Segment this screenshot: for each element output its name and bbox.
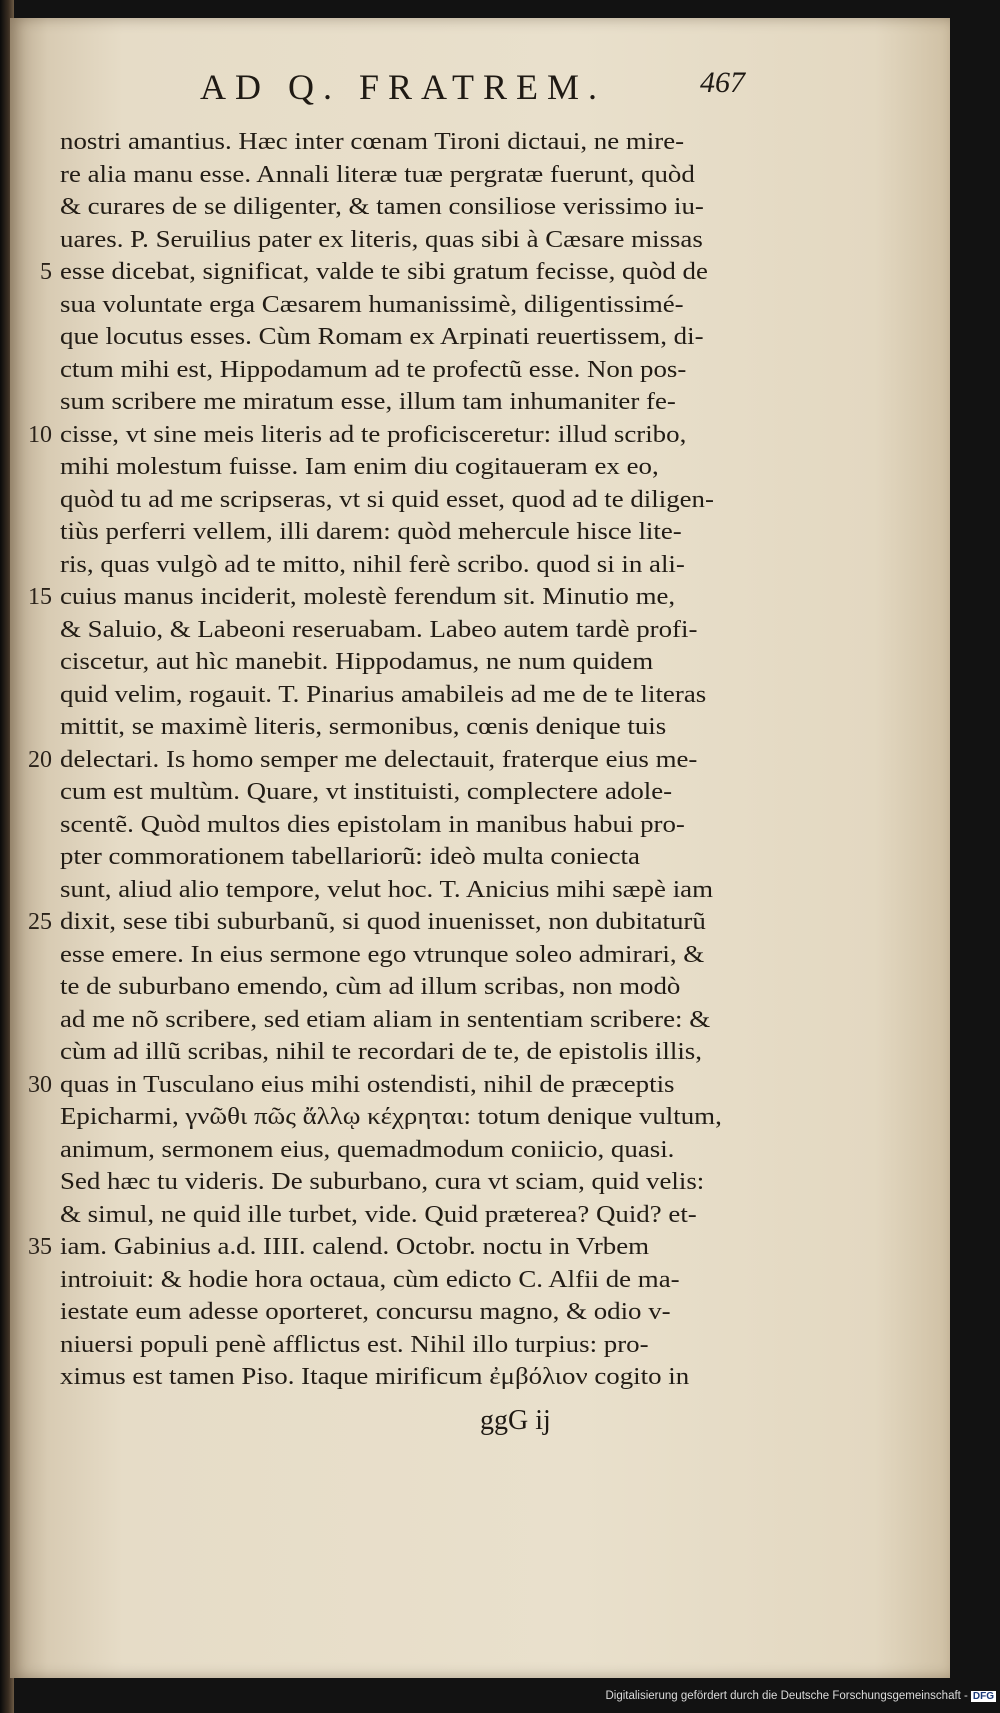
line-text: scentẽ. Quòd multos dies epistolam in manibus habui pro-	[60, 811, 685, 838]
digitization-credit	[596, 1690, 996, 1710]
line-number: 25	[28, 909, 52, 935]
text-line	[60, 549, 760, 582]
line-text: cum est multùm. Quare, vt instituisti, complectere adole-	[60, 779, 673, 805]
line-text: quòd tu ad me scripseras, vt si quid esset, quod ad te diligen-	[60, 486, 714, 513]
text-line	[60, 484, 760, 517]
text-line	[60, 1329, 760, 1362]
text-line	[28, 1069, 760, 1102]
text-line	[60, 711, 760, 744]
text-line	[60, 1036, 760, 1069]
page-number: 467	[700, 66, 745, 99]
text-line	[60, 516, 760, 549]
line-text: dixit, sese tibi suburbanũ, si quod inuenisset, non dubitaturũ	[60, 909, 706, 935]
line-text: Epicharmi, γνῶθι πῶς ἄλλῳ κέχρηται: totum denique vultum,	[60, 1104, 722, 1130]
text-line	[40, 256, 760, 289]
line-text: & simul, ne quid ille turbet, vide. Quid præterea? Quid? et-	[60, 1201, 697, 1228]
line-text: ciscetur, aut hìc manebit. Hippodamus, ne num quidem	[60, 649, 654, 675]
text-line	[60, 321, 760, 354]
line-text: ctum mihi est, Hippodamum ad te profectũ esse. Non pos-	[60, 356, 687, 383]
line-text: iestate eum adesse oporteret, concursu magno, & odio v-	[60, 1299, 671, 1325]
text-line	[60, 289, 760, 322]
text-line	[60, 614, 760, 647]
line-number: 10	[28, 421, 52, 448]
text-line	[60, 1296, 760, 1329]
line-text: esse dicebat, significat, valde te sibi gratum fecisse, quòd de	[60, 259, 708, 285]
text-line	[60, 646, 760, 679]
text-line	[28, 744, 760, 777]
line-text: animum, sermonem eius, quemadmodum coniicio, quasi.	[60, 1136, 675, 1163]
line-text: cuius manus inciderit, molestè ferendum sit. Minutio me,	[60, 584, 676, 610]
line-text: iam. Gabinius a.d. IIII. calend. Octobr. noctu in Vrbem	[60, 1234, 650, 1260]
line-text: mittit, se maximè literis, sermonibus, cœnis denique tuis	[60, 714, 667, 740]
text-line	[60, 1134, 760, 1167]
text-line	[60, 874, 760, 907]
line-text: & curares de se diligenter, & tamen consiliose verissimo iu-	[60, 194, 704, 220]
line-text: quas in Tusculano eius mihi ostendisti, nihil de præceptis	[60, 1071, 675, 1098]
line-text: introiuit: & hodie hora octaua, cùm edicto C. Alfii de ma-	[60, 1266, 680, 1293]
line-text: esse emere. In eius sermone ego vtrunque soleo admirari, &	[60, 941, 705, 968]
text-line	[60, 1361, 760, 1394]
line-number: 30	[28, 1071, 52, 1098]
line-text: que locutus esses. Cùm Romam ex Arpinati reuertissem, di-	[60, 324, 704, 350]
line-number: 20	[28, 746, 52, 773]
line-text: tiùs perferri vellem, illi darem: quòd mehercule hisce lite-	[60, 519, 682, 545]
text-line	[60, 1101, 760, 1134]
line-text: cùm ad illũ scribas, nihil te recordari de te, de epistolis illis,	[60, 1039, 702, 1065]
line-text: re alia manu esse. Annali literæ tuæ pergratæ fuerunt, quòd	[60, 161, 695, 188]
line-text: mihi molestum fuisse. Iam enim diu cogitaueram ex eo,	[60, 454, 659, 480]
text-line	[60, 679, 760, 712]
line-text: ris, quas vulgò ad te mitto, nihil ferè scribo. quod si in ali-	[60, 551, 685, 578]
signature-mark: ggG ij	[480, 1405, 551, 1436]
text-line	[60, 451, 760, 484]
text-line	[60, 776, 760, 809]
line-text: ximus est tamen Piso. Itaque mirificum ἐμβόλιον cogito in	[60, 1364, 690, 1390]
text-line	[28, 419, 760, 452]
line-text: delectari. Is homo semper me delectauit, fraterque eius me-	[60, 746, 698, 773]
text-line	[60, 354, 760, 387]
line-text: & Saluio, & Labeoni reseruabam. Labeo autem tardè profi-	[60, 616, 698, 643]
text-line	[60, 841, 760, 874]
text-line	[60, 971, 760, 1004]
text-line	[60, 809, 760, 842]
line-text: nostri amantius. Hæc inter cœnam Tironi dictaui, ne mire-	[60, 129, 685, 155]
line-text: uares. P. Seruilius pater ex literis, quas sibi à Cæsare missas	[60, 226, 703, 253]
text-line	[60, 1004, 760, 1037]
text-line	[60, 939, 760, 972]
line-text: pter commorationem tabellariorũ: ideò multa coniecta	[60, 844, 640, 870]
line-text: quid velim, rogauit. T. Pinarius amabileis ad me de te literas	[60, 681, 707, 708]
line-number: 35	[28, 1234, 52, 1260]
running-title: AD Q. FRATREM.	[200, 67, 607, 107]
text-line	[60, 386, 760, 419]
line-text: sunt, aliud alio tempore, velut hoc. T. Anicius mihi sæpè iam	[60, 876, 713, 903]
text-line	[60, 191, 760, 224]
line-text: niuersi populi penè afflictus est. Nihil illo turpius: pro-	[60, 1331, 649, 1358]
line-text: Sed hæc tu videris. De suburbano, cura vt sciam, quid velis:	[60, 1169, 705, 1195]
text-line	[60, 159, 760, 192]
text-line	[28, 1231, 760, 1264]
line-text: sum scribere me miratum esse, illum tam inhumaniter fe-	[60, 389, 676, 415]
text-line	[60, 1166, 760, 1199]
footer-text: Digitalisierung gefördert durch die Deutsche Forschungsgemeinschaft -	[605, 1690, 968, 1702]
line-text: te de suburbano emendo, cùm ad illum scribas, non modò	[60, 974, 681, 1000]
line-text: sua voluntate erga Cæsarem humanissimè, diligentissimé-	[60, 291, 684, 318]
line-text: cisse, vt sine meis literis ad te proficisceretur: illud scribo,	[60, 421, 687, 448]
line-number: 15	[28, 584, 52, 610]
text-line	[60, 1264, 760, 1297]
text-line	[28, 906, 760, 939]
line-text: ad me nõ scribere, sed etiam aliam in sententiam scribere: &	[60, 1006, 711, 1033]
text-line	[28, 581, 760, 614]
text-line	[60, 126, 760, 159]
text-line	[60, 1199, 760, 1232]
line-number: 5	[40, 259, 52, 285]
text-line	[60, 224, 760, 257]
text-block	[28, 126, 760, 1394]
dfg-logo: DFG	[972, 1691, 994, 1702]
